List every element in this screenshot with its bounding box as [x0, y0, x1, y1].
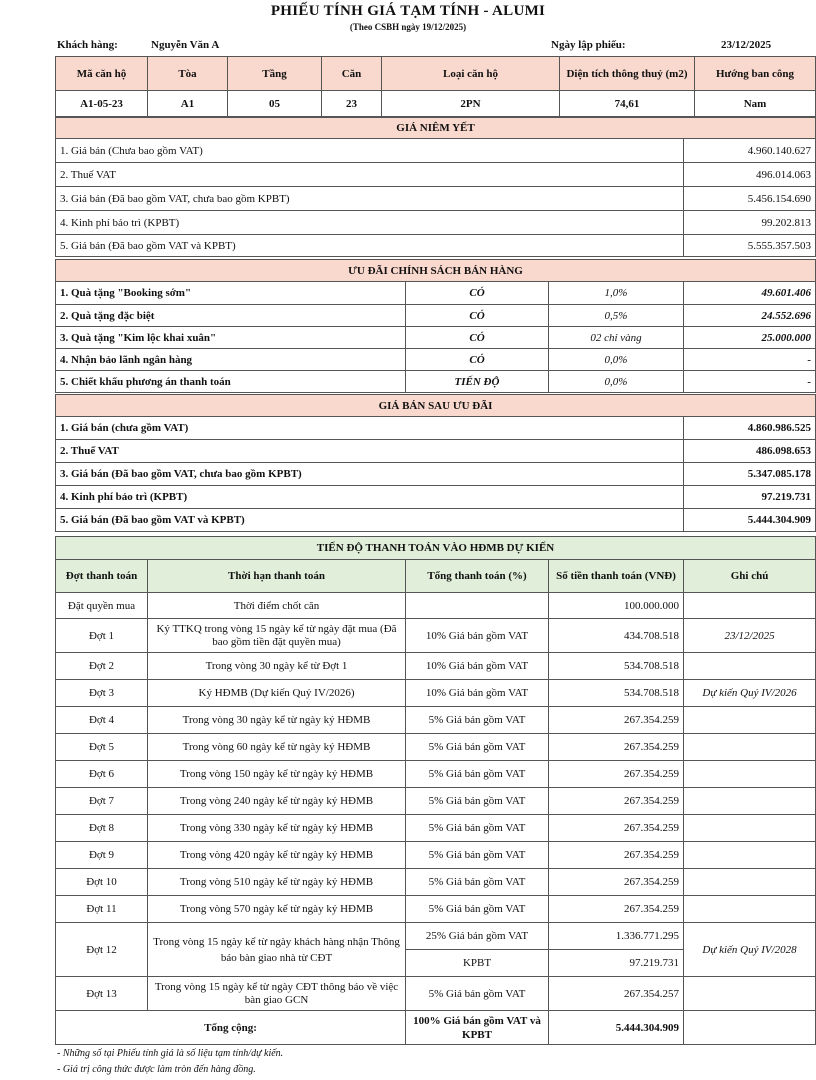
dot13-amount: 267.354.257 — [549, 977, 684, 1011]
footnote: - Giá trị công thức được làm tròn đến hàng đồng. — [57, 1064, 256, 1075]
date-label: Ngày lập phiếu: — [551, 39, 626, 51]
promo-row-apply: TIẾN ĐỘ — [406, 371, 549, 393]
schedule-row-pct: 5% Giá bán gồm VAT — [406, 788, 549, 815]
customer-name: Nguyễn Văn A — [151, 39, 220, 51]
listed-row-value: 5.456.154.690 — [684, 187, 816, 211]
schedule-row-note: Dự kiến Quý IV/2026 — [684, 680, 816, 707]
dot13-term: Trong vòng 15 ngày kể từ ngày CĐT thông báo về việc bàn giao GCN — [148, 977, 406, 1011]
schedule-row-note — [684, 788, 816, 815]
promo-row-value: 49.601.406 — [684, 282, 816, 305]
schedule-row-phase: Đợt 4 — [56, 707, 148, 734]
listed-row-label: 1. Giá bán (Chưa bao gồm VAT) — [56, 139, 684, 163]
schedule-row-pct: 5% Giá bán gồm VAT — [406, 761, 549, 788]
deposit-note — [684, 593, 816, 619]
schedule-row-amount: 267.354.259 — [549, 896, 684, 923]
dot12-amount: 1.336.771.295 — [549, 923, 684, 950]
dot12-phase: Đợt 12 — [56, 923, 148, 977]
unit-header-type: Loại căn hộ — [382, 57, 560, 91]
sheet-title: PHIẾU TÍNH GIÁ TẠM TÍNH - ALUMI — [270, 3, 546, 19]
schedule-row-term: Trong vòng 420 ngày kể từ ngày ký HĐMB — [148, 842, 406, 869]
schedule-row-phase: Đợt 3 — [56, 680, 148, 707]
listed-price-title: GIÁ NIÊM YẾT — [56, 118, 816, 139]
unit-value-area: 74,61 — [560, 91, 695, 117]
unit-value-unit: 23 — [322, 91, 382, 117]
promo-row-value: - — [684, 349, 816, 371]
schedule-row-note — [684, 842, 816, 869]
schedule-row-note — [684, 734, 816, 761]
sheet-subtitle: (Theo CSBH ngày 19/12/2025) — [349, 22, 467, 32]
promo-row-value: 25.000.000 — [684, 327, 816, 349]
unit-table — [55, 56, 816, 117]
unit-header-floor: Tầng — [228, 57, 322, 91]
schedule-row-amount: 267.354.259 — [549, 815, 684, 842]
schedule-row-phase: Đợt 8 — [56, 815, 148, 842]
schedule-row-amount: 267.354.259 — [549, 869, 684, 896]
unit-value-tower: A1 — [148, 91, 228, 117]
dot13-pct: 5% Giá bán gồm VAT — [406, 977, 549, 1011]
schedule-row-term: Trong vòng 240 ngày kể từ ngày ký HĐMB — [148, 788, 406, 815]
dot12-pct: 25% Giá bán gồm VAT — [406, 923, 549, 950]
listed-row-value: 5.555.357.503 — [684, 235, 816, 257]
unit-header-tower: Tòa — [148, 57, 228, 91]
promo-row-label: 4. Nhận bảo lãnh ngân hàng — [56, 349, 406, 371]
unit-header-code: Mã căn hộ — [56, 57, 148, 91]
schedule-row-term: Ký HĐMB (Dự kiến Quý IV/2026) — [148, 680, 406, 707]
schedule-row-amount: 534.708.518 — [549, 680, 684, 707]
promo-title: ƯU ĐÃI CHÍNH SÁCH BÁN HÀNG — [56, 260, 816, 282]
date-value: 23/12/2025 — [721, 39, 772, 51]
schedule-row-amount: 267.354.259 — [549, 734, 684, 761]
after-row-value: 486.098.653 — [684, 440, 816, 463]
unit-value-direction: Nam — [695, 91, 816, 117]
deposit-amount: 100.000.000 — [549, 593, 684, 619]
after-row-value: 5.347.085.178 — [684, 463, 816, 486]
schedule-row-phase: Đợt 1 — [56, 619, 148, 653]
schedule-row-term: Trong vòng 30 ngày kể từ Đợt 1 — [148, 653, 406, 680]
schedule-row-note — [684, 653, 816, 680]
schedule-row-term: Trong vòng 30 ngày kể từ ngày ký HĐMB — [148, 707, 406, 734]
schedule-row-term: Trong vòng 510 ngày kể từ ngày ký HĐMB — [148, 869, 406, 896]
listed-row-label: 2. Thuế VAT — [56, 163, 684, 187]
dot12-kpbt-label: KPBT — [406, 950, 549, 977]
after-row-label: 4. Kinh phí bảo trì (KPBT) — [56, 486, 684, 509]
footnote: - Những số tại Phiếu tính giá là số liệu tạm tính/dự kiến. — [57, 1048, 284, 1059]
schedule-row-term: Trong vòng 570 ngày kể từ ngày ký HĐMB — [148, 896, 406, 923]
dot12-kpbt-amount: 97.219.731 — [549, 950, 684, 977]
schedule-row-phase: Đợt 7 — [56, 788, 148, 815]
schedule-row-note — [684, 707, 816, 734]
schedule-row-amount: 534.708.518 — [549, 653, 684, 680]
schedule-row-pct: 10% Giá bán gồm VAT — [406, 653, 549, 680]
schedule-row-note — [684, 761, 816, 788]
schedule-row-pct: 5% Giá bán gồm VAT — [406, 896, 549, 923]
promo-row-rate: 0,5% — [549, 305, 684, 327]
promo-row-rate: 02 chỉ vàng — [549, 327, 684, 349]
promo-row-value: 24.552.696 — [684, 305, 816, 327]
schedule-row-pct: 5% Giá bán gồm VAT — [406, 734, 549, 761]
after-row-label: 3. Giá bán (Đã bao gồm VAT, chưa bao gồm KPBT) — [56, 463, 684, 486]
schedule-row-note — [684, 896, 816, 923]
promo-row-label: 2. Quà tặng đặc biệt — [56, 305, 406, 327]
schedule-row-note — [684, 815, 816, 842]
schedule-row-phase: Đợt 10 — [56, 869, 148, 896]
schedule-row-phase: Đợt 5 — [56, 734, 148, 761]
schedule-row-pct: 10% Giá bán gồm VAT — [406, 680, 549, 707]
promo-row-rate: 0,0% — [549, 349, 684, 371]
listed-row-value: 99.202.813 — [684, 211, 816, 235]
unit-value-type: 2PN — [382, 91, 560, 117]
schedule-header-pct: Tổng thanh toán (%) — [406, 560, 549, 593]
listed-row-label: 4. Kinh phí bảo trì (KPBT) — [56, 211, 684, 235]
after-row-label: 2. Thuế VAT — [56, 440, 684, 463]
schedule-row-note — [684, 869, 816, 896]
schedule-row-term: Trong vòng 60 ngày kể từ ngày ký HĐMB — [148, 734, 406, 761]
schedule-row-phase: Đợt 9 — [56, 842, 148, 869]
unit-header-area: Diện tích thông thuỷ (m2) — [560, 57, 695, 91]
listed-row-value: 496.014.063 — [684, 163, 816, 187]
dot12-term: Trong vòng 15 ngày kể từ ngày khách hàng nhận Thông báo bàn giao nhà từ CĐT — [148, 923, 406, 977]
unit-value-floor: 05 — [228, 91, 322, 117]
schedule-header-phase: Đợt thanh toán — [56, 560, 148, 593]
schedule-header-term: Thời hạn thanh toán — [148, 560, 406, 593]
total-label: Tổng cộng: — [56, 1011, 406, 1045]
schedule-row-term: Ký TTKQ trong vòng 15 ngày kể từ ngày đặt mua (Đã bao gồm tiền đặt quyền mua) — [148, 619, 406, 653]
listed-row-label: 5. Giá bán (Đã bao gồm VAT và KPBT) — [56, 235, 684, 257]
promo-table — [55, 259, 816, 393]
total-note — [684, 1011, 816, 1045]
deposit-phase: Đặt quyền mua — [56, 593, 148, 619]
promo-row-label: 1. Quà tặng "Booking sớm" — [56, 282, 406, 305]
schedule-row-amount: 267.354.259 — [549, 788, 684, 815]
promo-row-rate: 0,0% — [549, 371, 684, 393]
unit-header-direction: Hướng ban công — [695, 57, 816, 91]
total-pct: 100% Giá bán gồm VAT và KPBT — [406, 1011, 549, 1045]
after-row-value: 97.219.731 — [684, 486, 816, 509]
listed-price-table — [55, 117, 816, 257]
schedule-header-note: Ghi chú — [684, 560, 816, 593]
dot13-note — [684, 977, 816, 1011]
promo-row-apply: CÓ — [406, 305, 549, 327]
schedule-title: TIẾN ĐỘ THANH TOÁN VÀO HĐMB DỰ KIẾN — [56, 537, 816, 560]
deposit-pct — [406, 593, 549, 619]
unit-value-code: A1-05-23 — [56, 91, 148, 117]
schedule-row-term: Trong vòng 330 ngày kể từ ngày ký HĐMB — [148, 815, 406, 842]
dot12-note: Dự kiến Quý IV/2028 — [684, 923, 816, 977]
unit-header-unit: Căn — [322, 57, 382, 91]
total-amount: 5.444.304.909 — [549, 1011, 684, 1045]
promo-row-label: 5. Chiết khấu phương án thanh toán — [56, 371, 406, 393]
promo-row-apply: CÓ — [406, 349, 549, 371]
schedule-table — [55, 536, 816, 1045]
schedule-row-term: Trong vòng 150 ngày kể từ ngày ký HĐMB — [148, 761, 406, 788]
after-row-label: 1. Giá bán (chưa gồm VAT) — [56, 417, 684, 440]
customer-label: Khách hàng: — [57, 39, 118, 51]
schedule-row-pct: 5% Giá bán gồm VAT — [406, 707, 549, 734]
listed-row-label: 3. Giá bán (Đã bao gồm VAT, chưa bao gồm KPBT) — [56, 187, 684, 211]
promo-row-apply: CÓ — [406, 327, 549, 349]
after-promo-title: GIÁ BÁN SAU ƯU ĐÃI — [56, 395, 816, 417]
promo-row-label: 3. Quà tặng "Kim lộc khai xuân" — [56, 327, 406, 349]
schedule-row-pct: 5% Giá bán gồm VAT — [406, 815, 549, 842]
schedule-row-amount: 434.708.518 — [549, 619, 684, 653]
schedule-row-phase: Đợt 2 — [56, 653, 148, 680]
schedule-row-amount: 267.354.259 — [549, 707, 684, 734]
promo-row-value: - — [684, 371, 816, 393]
schedule-row-phase: Đợt 11 — [56, 896, 148, 923]
schedule-row-amount: 267.354.259 — [549, 842, 684, 869]
schedule-header-amount: Số tiền thanh toán (VNĐ) — [549, 560, 684, 593]
dot13-phase: Đợt 13 — [56, 977, 148, 1011]
schedule-row-pct: 5% Giá bán gồm VAT — [406, 869, 549, 896]
deposit-term: Thời điểm chốt căn — [148, 593, 406, 619]
after-row-label: 5. Giá bán (Đã bao gồm VAT và KPBT) — [56, 509, 684, 532]
schedule-row-phase: Đợt 6 — [56, 761, 148, 788]
schedule-row-pct: 10% Giá bán gồm VAT — [406, 619, 549, 653]
schedule-row-amount: 267.354.259 — [549, 761, 684, 788]
after-row-value: 5.444.304.909 — [684, 509, 816, 532]
schedule-row-note: 23/12/2025 — [684, 619, 816, 653]
listed-row-value: 4.960.140.627 — [684, 139, 816, 163]
promo-row-apply: CÓ — [406, 282, 549, 305]
promo-row-rate: 1,0% — [549, 282, 684, 305]
schedule-row-pct: 5% Giá bán gồm VAT — [406, 842, 549, 869]
after-row-value: 4.860.986.525 — [684, 417, 816, 440]
after-promo-table — [55, 394, 816, 532]
